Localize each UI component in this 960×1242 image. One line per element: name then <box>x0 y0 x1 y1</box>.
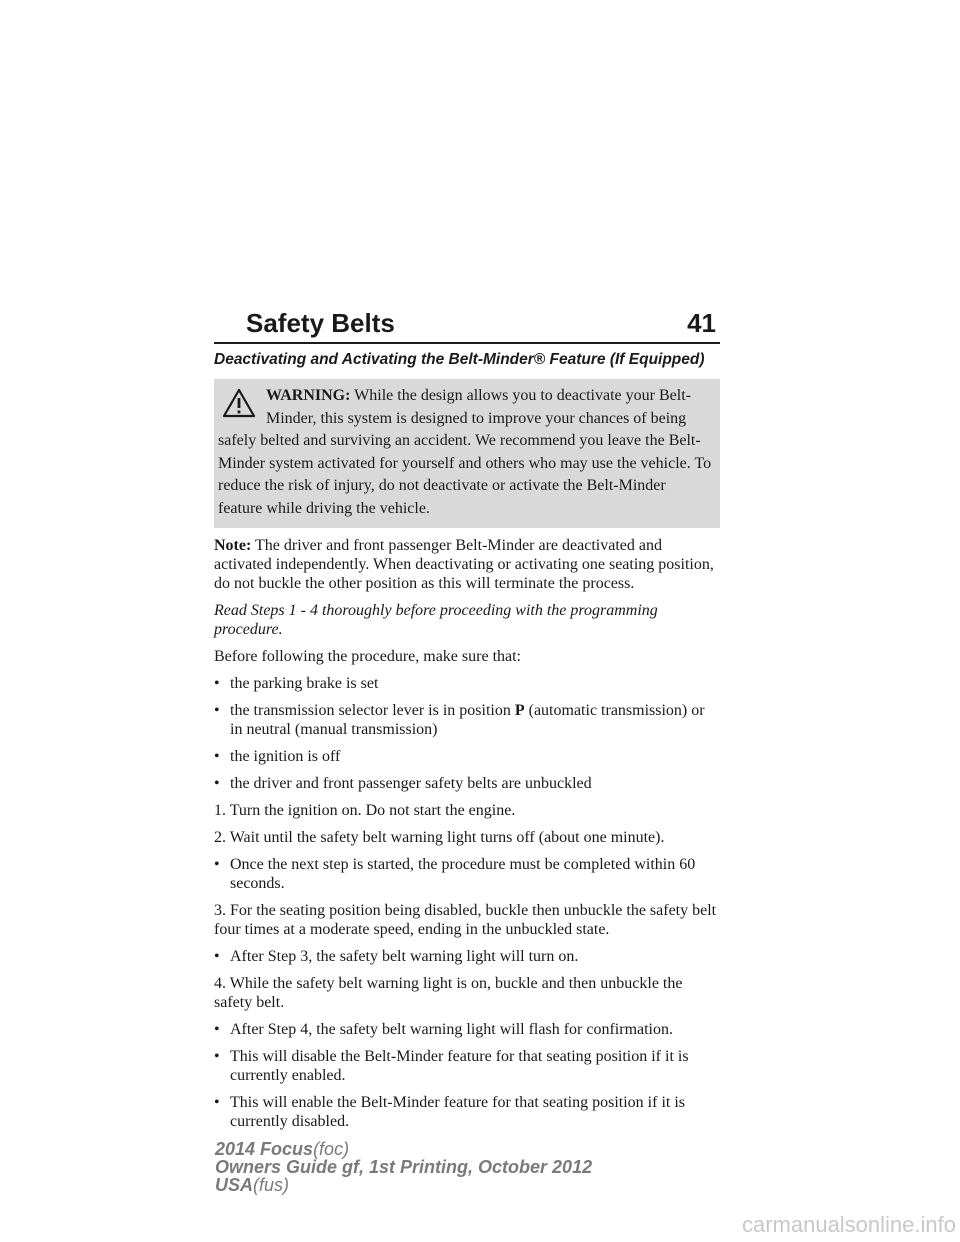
section-heading: Deactivating and Activating the Belt-Minder® Feature (If Equipped) <box>214 351 705 368</box>
footer-market: USA <box>215 1175 254 1195</box>
list-item: • the transmission selector lever is in position P (automatic transmission) or in neutral (manual transmission) <box>214 701 720 739</box>
list-item: • After Step 4, the safety belt warning light will flash for confirmation. <box>214 1020 720 1039</box>
list-item: • the parking brake is set <box>214 674 720 693</box>
list-item: • After Step 3, the safety belt warning light will turn on. <box>214 947 720 966</box>
page-header <box>214 307 720 339</box>
step-4: 4. While the safety belt warning light is on, buckle and then unbuckle the safety belt. <box>214 975 683 1011</box>
footer-market-code: (fus) <box>253 1175 290 1195</box>
note-text: The driver and front passenger Belt-Minder are deactivated and activated independently. When deactivating or activating one seating position, do not buckle the other position as this will terminate the process. <box>214 537 714 592</box>
step-3: 3. For the seating position being disabled, buckle then unbuckle the safety belt four times at a moderate speed, ending in the unbuckled state. <box>214 902 717 938</box>
list-item: • the driver and front passenger safety belts are unbuckled <box>214 774 720 793</box>
list-item: • This will disable the Belt-Minder feature for that seating position if it is currently enabled. <box>214 1047 720 1085</box>
warning-text-rest: Belt-Minder, this system is designed to improve your chances of being safely belted and surviving an accident. We recommend you leave the Belt-Minder system activated for yourself and others who may use the vehicle. To reduce the risk of injury, do not deactivate or activate the Belt-Minder feature while driving the vehicle. <box>218 387 712 517</box>
footer-printing: Owners Guide gf, 1st Printing, October 2012 <box>215 1157 593 1177</box>
list-item: • the ignition is off <box>214 747 720 766</box>
position-p-label: P <box>514 702 525 719</box>
print-footer <box>215 1140 592 1194</box>
warning-triangle-icon <box>222 388 256 418</box>
warning-label: WARNING: <box>266 387 351 404</box>
step-1: 1. Turn the ignition on. Do not start the engine. <box>214 802 516 819</box>
footer-model: 2014 Focus <box>215 1139 314 1159</box>
warning-box <box>214 379 720 528</box>
note-paragraph <box>214 536 720 593</box>
note-label: Note: <box>214 537 252 554</box>
footer-model-code: (foc) <box>313 1139 350 1159</box>
site-watermark: carmanualsonline.info <box>741 1212 956 1237</box>
page-number: 41 <box>687 308 716 338</box>
precondition-intro: Before following the procedure, make sure that: <box>214 648 521 665</box>
chapter-title: Safety Belts <box>246 308 395 338</box>
step-2: 2. Wait until the safety belt warning light turns off (about one minute). <box>214 829 665 846</box>
programming-instruction: Read Steps 1 - 4 thoroughly before proceeding with the programming procedure. <box>214 602 658 638</box>
list-item: • This will enable the Belt-Minder feature for that seating position if it is currently disabled. <box>214 1093 720 1131</box>
list-item: • Once the next step is started, the procedure must be completed within 60 seconds. <box>214 855 720 893</box>
page-content <box>214 344 720 1139</box>
warning-text-first: While the design allows you to deactivate your <box>354 387 655 404</box>
